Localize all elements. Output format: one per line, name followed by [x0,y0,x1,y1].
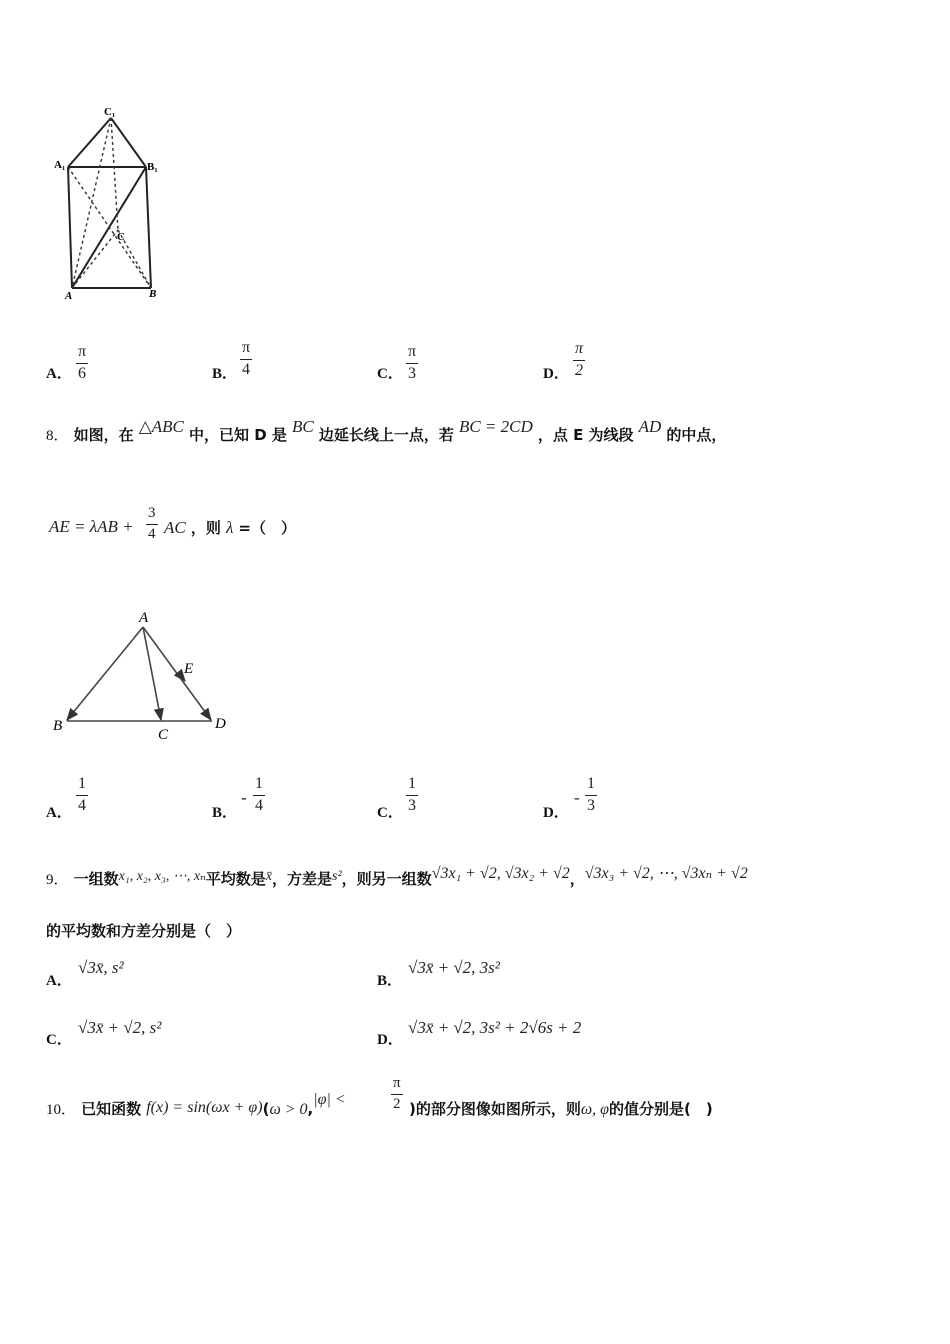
q9-text-3: ，方差是 [272,870,333,888]
q8-option-d-letter[interactable]: D． [543,805,569,821]
q7-option-c-value [406,344,418,383]
q10-math-omega-phi: ω, φ [580,1101,610,1118]
q9-math-set-1: √3x₁ + √2, √3x₂ + √2 [431,865,570,882]
q10-math-phi-abs: |φ| < [313,1091,346,1108]
q10-comma: , [307,1100,314,1118]
q7-option-a-letter[interactable]: A． [46,366,72,382]
q8-option-c-value [406,776,418,815]
q9-text-2: 平均数是 [205,870,266,888]
q10-number: 10． [46,1102,77,1118]
q10-pi: π [393,1075,401,1091]
q9-math-xs: x₁, x₂, x₃, ⋯, xₙ [118,869,206,884]
q8-option-a-num: 1 [78,775,86,792]
label-b1: B₁ [147,161,158,173]
q8-text-4: ，点 E 为线段 [537,426,634,444]
q8-eq-den: 4 [148,525,156,542]
q10-text-1: 已知函数 [81,1100,142,1118]
q8-option-a-den: 4 [78,796,86,814]
q9-option-b-value: √3x̄ + √2, 3s² [408,958,500,977]
q8-option-c-letter[interactable]: C． [377,805,403,821]
q10-text-2: )的部分图像如图所示，则 [409,1100,581,1118]
q7-option-c-letter[interactable]: C． [377,366,403,382]
q8-option-b-value [253,776,265,815]
q8-eq-tail [164,517,296,538]
q9-line-2: 的平均数和方差分别是（ ） [46,922,242,940]
q8-tail-paren: =（ ） [238,519,296,537]
q10-text-3: 的值分别是( ) [609,1100,713,1118]
q8-number: 8． [46,428,69,444]
q8-math-triangle: △ABC [138,417,184,436]
label-a1: A₁ [54,159,66,171]
q9-option-d-letter[interactable]: D． [377,1032,403,1048]
label-c: C [158,727,169,743]
q7-option-d-letter[interactable]: D． [543,366,569,382]
q8-text-1: 如图，在 [73,426,134,444]
q9-option-c-letter[interactable]: C． [46,1032,72,1048]
q8-option-b-num: 1 [255,775,263,792]
q9-option-d-value: √3x̄ + √2, 3s² + 2√6s + 2 [408,1018,582,1037]
q9-number: 9． [46,872,69,888]
label-b: B [149,288,157,300]
q8-eq-left: AE = λAB + [49,517,134,536]
q8-lambda: λ [225,518,234,537]
q9-option-b-letter[interactable]: B． [377,973,403,989]
q7-option-a-num: π [78,343,87,360]
q10-pi-over-two [391,1076,403,1113]
q7-option-c-den: 3 [408,364,417,382]
q10-math-function: f(x) = sin(ωx + φ) [146,1099,263,1116]
q7-option-d-den: 2 [575,361,583,379]
q8-tail-text: ，则 [190,519,221,537]
q7-option-c-num: π [408,343,417,360]
q8-option-d-value [585,776,597,815]
q9-option-a-value: √3x̄, s² [78,958,124,977]
q9-comma: ， [569,870,585,888]
q7-option-b-num: π [242,339,251,356]
q7-option-d-value [573,341,585,380]
q7-option-b-letter[interactable]: B． [212,366,238,382]
q10-paren-open: ( [262,1100,270,1118]
q10-stem [46,1091,346,1119]
q9-math-s2: s² [332,869,342,884]
q8-text-2: 中，已知 D 是 [189,426,287,444]
q8-text-3: 边延长线上一点，若 [318,426,454,444]
q8-option-b-den: 4 [255,796,263,814]
q9-math-set-2: √3x₃ + √2, ⋯, √3xₙ + √2 [584,865,748,882]
q10-math-omega-condition: ω > 0 [269,1101,308,1118]
q8-vector-equation [49,517,134,537]
prism-figure [48,100,208,310]
triangle-figure [46,606,246,746]
label-b: B [53,718,63,734]
label-d: D [215,716,226,732]
q8-option-d-num: 1 [587,775,595,792]
label-e: E [184,661,194,677]
q9-math-xbar: x̄ [265,869,272,884]
q8-eq-right: AC [164,518,186,537]
q8-option-a-letter[interactable]: A． [46,805,72,821]
q8-math-bc: BC [292,417,314,436]
q8-option-c-num: 1 [408,775,416,792]
q8-math-ad: AD [638,417,662,436]
q8-text-5: 的中点， [666,426,727,444]
q8-option-b-letter[interactable]: B． [212,805,238,821]
label-c1: C₁ [104,106,116,118]
q8-eq-fraction [146,506,158,543]
q8-math-equation: BC = 2CD [458,417,533,436]
q7-option-a-den: 6 [78,364,87,382]
q8-stem [46,417,727,445]
q9-option-a-letter[interactable]: A． [46,973,72,989]
q8-option-a-value [76,776,88,815]
q9-option-c-value: √3x̄ + √2, s² [78,1018,162,1037]
q10-stem-tail [409,1098,713,1119]
q10-two: 2 [393,1095,401,1112]
q8-option-d-sign: - [574,788,580,807]
q8-option-b-sign: - [241,788,247,807]
q7-option-a-value [76,344,88,383]
q8-eq-num: 3 [148,505,156,521]
label-c: C [117,231,125,243]
label-a: A [65,290,73,302]
q7-option-b-den: 4 [242,360,251,378]
q7-option-b-value [240,340,252,379]
q8-option-c-den: 3 [408,796,416,814]
q7-option-d-num: π [575,340,584,357]
label-a: A [139,610,149,626]
q9-text-4: ，则另一组数 [341,870,432,888]
q9-stem [46,865,748,889]
q8-option-d-den: 3 [587,796,595,814]
q9-text-1: 一组数 [73,870,119,888]
